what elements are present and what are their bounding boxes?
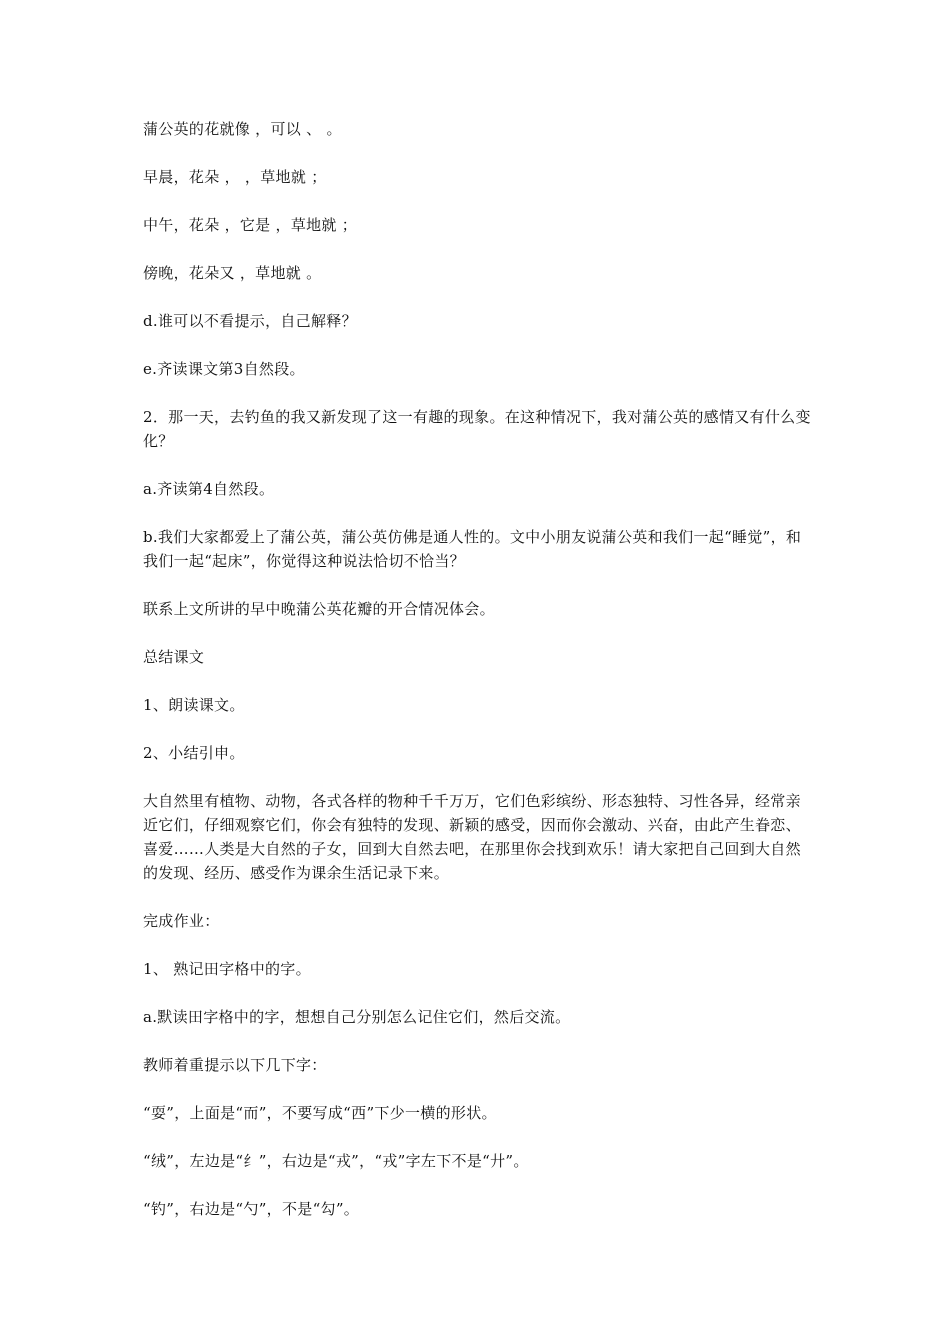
paragraph-17: a.默读田字格中的字，想想自己分别怎么记住它们，然后交流。: [143, 1008, 571, 1026]
paragraph-5: d.谁可以不看提示，自己解释？: [143, 312, 357, 330]
paragraph-12: 1、朗读课文。: [143, 696, 245, 714]
paragraph-19: “耍”，上面是“而”，不要写成“西”下少一横的形状。: [143, 1104, 497, 1122]
paragraph-3: 中午，花朵 ，它是 ，草地就 ；: [143, 216, 358, 234]
paragraph-13: 2、小结引申。: [143, 744, 245, 762]
document-body: [143, 117, 813, 1245]
paragraph-6: e.齐读课文第3自然段。: [143, 360, 305, 378]
paragraph-18: 教师着重提示以下几下字：: [143, 1056, 327, 1074]
paragraph-10: 联系上文所讲的早中晚蒲公英花瓣的开合情况体会。: [143, 600, 495, 618]
paragraph-21: “钓”，右边是“勺”，不是“勾”。: [143, 1200, 360, 1218]
section-heading-summary: 总结课文: [143, 648, 205, 666]
paragraph-20: “绒”，左边是“纟”，右边是“戎”，“戎”字左下不是“廾”。: [143, 1152, 529, 1170]
paragraph-9: b.我们大家都爱上了蒲公英，蒲公英仿佛是通人性的。文中小朋友说蒲公英和我们一起“睡觉”，和我们一起“起床”，你觉得这种说法恰切不恰当？: [143, 528, 802, 570]
paragraph-1: 蒲公英的花就像 ，可以 、 。: [143, 120, 342, 138]
paragraph-7: 2．那一天，去钓鱼的我又新发现了这一有趣的现象。在这种情况下，我对蒲公英的感情又有什么变化？: [143, 408, 811, 450]
paragraph-14: 大自然里有植物、动物，各式各样的物种千千万万，它们色彩缤纷、形态独特、习性各异，经常亲近它们，仔细观察它们，你会有独特的发现、新颖的感受，因而你会激动、兴奋，由此产生眷恋、喜爱……人类是大自然的子女，回到大自然去吧，在那里你会找到欢乐！请大家把自己回到大自然的发现、经历、感受作为课余生活记录下来。: [143, 792, 801, 882]
paragraph-2: 早晨，花朵 ， ，草地就 ；: [143, 168, 327, 186]
paragraph-4: 傍晚，花朵又 ，草地就 。: [143, 264, 322, 282]
paragraph-16: 1、 熟记田字格中的字。: [143, 960, 311, 978]
section-heading-homework: 完成作业：: [143, 912, 220, 930]
paragraph-8: a.齐读第4自然段。: [143, 480, 275, 498]
